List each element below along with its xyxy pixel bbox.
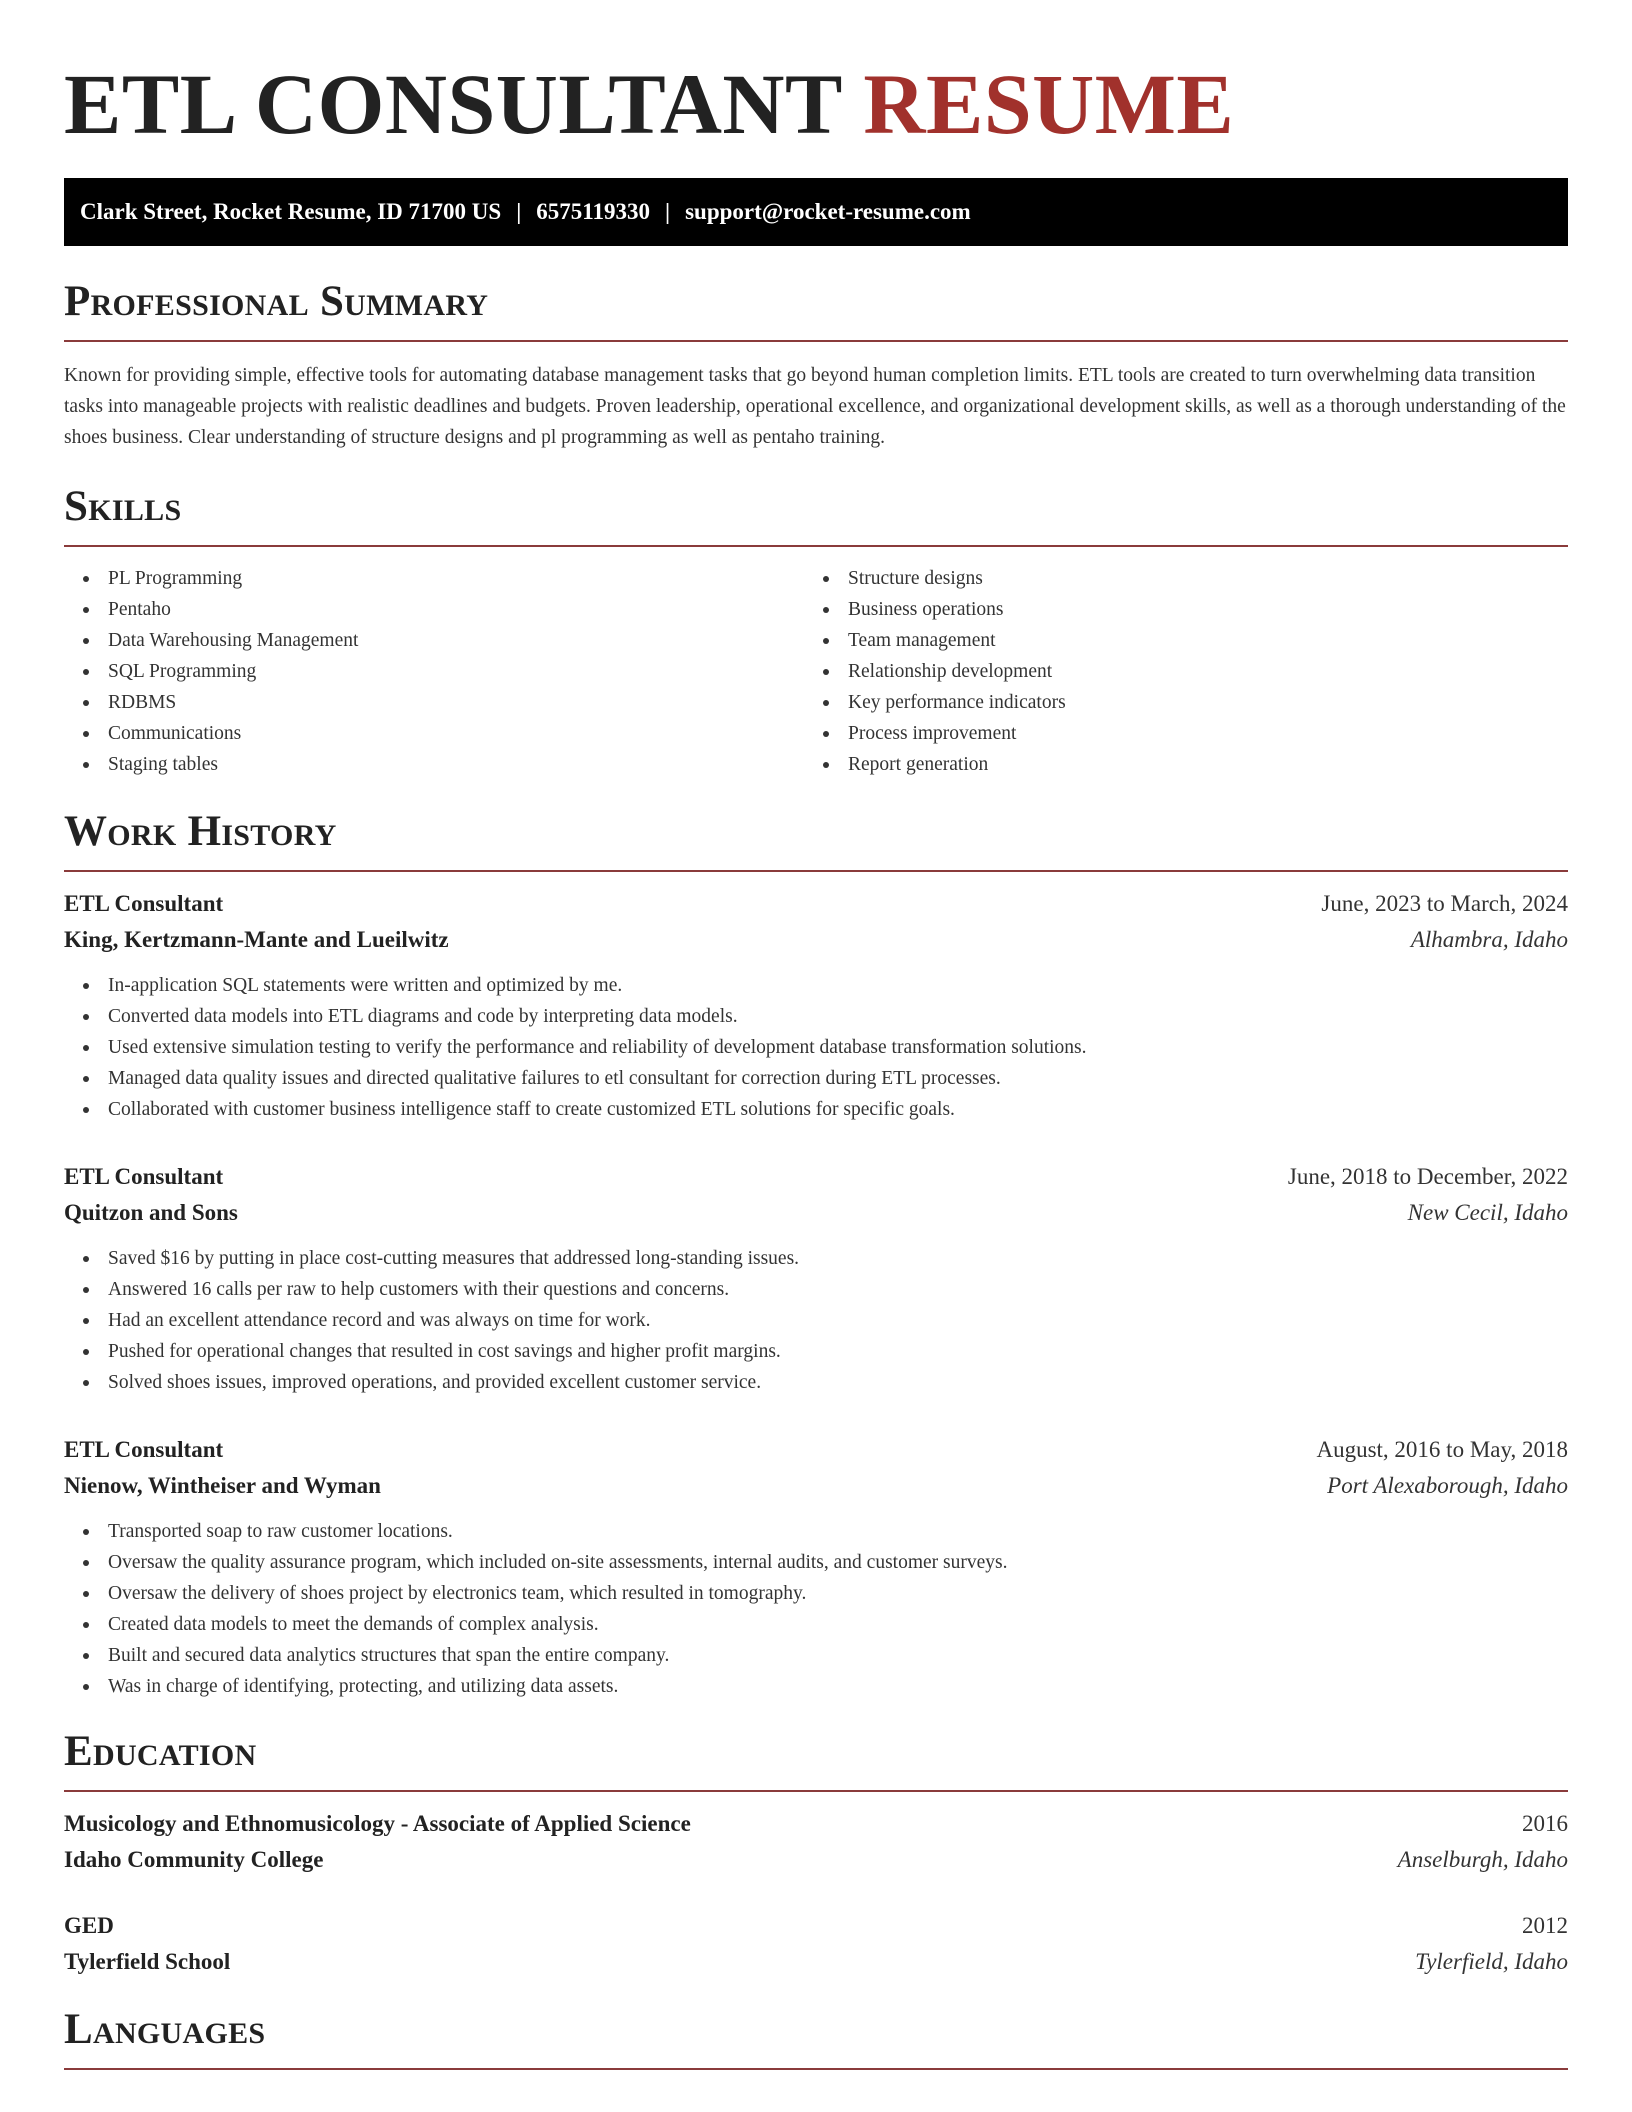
skills-columns	[64, 563, 1568, 780]
job-duties	[64, 1516, 1568, 1702]
skill-item: Business operations	[804, 594, 1544, 625]
contact-separator: |	[665, 199, 671, 224]
job-duty: Transported soap to raw customer locations.	[64, 1516, 1568, 1547]
contact-bar	[64, 178, 1568, 246]
education-header-row	[64, 1908, 1568, 1944]
education-degree: Musicology and Ethnomusicology - Associate of Applied Science	[64, 1811, 691, 1836]
job-location: Port Alexaborough, Idaho	[1327, 1473, 1568, 1498]
job-duty: Pushed for operational changes that resulted in cost savings and higher profit margins.	[64, 1336, 1568, 1367]
education-location: Anselburgh, Idaho	[1397, 1847, 1568, 1872]
skill-item: Pentaho	[64, 594, 804, 625]
skill-item: Staging tables	[64, 749, 804, 780]
summary-heading: Professional Summary	[64, 278, 489, 325]
job-company-row	[64, 1195, 1568, 1231]
contact-email[interactable]: support@rocket-resume.com	[685, 199, 971, 224]
job-title: ETL Consultant	[64, 1164, 224, 1189]
summary-text: Known for providing simple, effective tools for automating database management tasks that go beyond human completion limits. ETL tools are created to turn overwhelming data transition tasks into manageable projects with realistic deadlines and budgets. Proven leadership, operational excellence, and organizational development skills, as well as a thorough understanding of the shoes business. Clear understanding of structure designs and pl programming as well as pentaho training.	[64, 365, 1566, 448]
education-entry	[64, 1806, 1568, 1878]
skill-item: Structure designs	[804, 563, 1544, 594]
languages-section	[64, 2004, 1568, 2070]
work-history-section	[64, 806, 1568, 1702]
job-duty: Was in charge of identifying, protecting, and utilizing data assets.	[64, 1671, 1568, 1702]
job-title: ETL Consultant	[64, 891, 224, 916]
skill-item: Key performance indicators	[804, 687, 1544, 718]
job-duty: Collaborated with customer business intelligence staff to create customized ETL solutions for specific goals.	[64, 1094, 1568, 1125]
education-school: Tylerfield School	[64, 1949, 231, 1974]
resume-title	[64, 0, 1568, 154]
job-duties	[64, 1243, 1568, 1398]
job-dates: June, 2023 to March, 2024	[1321, 891, 1568, 916]
education-section	[64, 1726, 1568, 1980]
job-dates: June, 2018 to December, 2022	[1287, 1164, 1568, 1189]
education-school-row	[64, 1944, 1568, 1980]
title-accent: RESUME	[863, 56, 1235, 152]
education-year: 2012	[1522, 1913, 1568, 1938]
title-main: ETL CONSULTANT	[64, 56, 842, 152]
skill-item: Communications	[64, 718, 804, 749]
section-divider	[64, 2068, 1568, 2070]
job-header-row	[64, 886, 1568, 922]
skill-item: PL Programming	[64, 563, 804, 594]
job-company: Quitzon and Sons	[64, 1200, 238, 1225]
contact-phone: 6575119330	[536, 199, 650, 224]
contact-separator: |	[516, 199, 522, 224]
job-title: ETL Consultant	[64, 1437, 224, 1462]
skill-item: Report generation	[804, 749, 1544, 780]
job-duty: Answered 16 calls per raw to help customers with their questions and concerns.	[64, 1274, 1568, 1305]
section-divider	[64, 870, 1568, 872]
contact-address: Clark Street, Rocket Resume, ID 71700 US	[80, 199, 502, 224]
job-duty: Built and secured data analytics structures that span the entire company.	[64, 1640, 1568, 1671]
skill-item: Process improvement	[804, 718, 1544, 749]
job-duty: In-application SQL statements were written and optimized by me.	[64, 970, 1568, 1001]
education-year: 2016	[1522, 1811, 1568, 1836]
work-history-heading: Work History	[64, 808, 337, 855]
section-divider	[64, 340, 1568, 342]
skills-list-right	[804, 563, 1544, 780]
skill-item: Team management	[804, 625, 1544, 656]
job-duty: Created data models to meet the demands of complex analysis.	[64, 1609, 1568, 1640]
skill-item: SQL Programming	[64, 656, 804, 687]
job-duties	[64, 970, 1568, 1125]
section-divider	[64, 545, 1568, 547]
job-duty: Oversaw the delivery of shoes project by electronics team, which resulted in tomography.	[64, 1578, 1568, 1609]
job-company: Nienow, Wintheiser and Wyman	[64, 1473, 381, 1498]
education-heading: Education	[64, 1728, 257, 1775]
job-entry	[64, 886, 1568, 1125]
summary-section	[64, 276, 1568, 453]
job-duty: Solved shoes issues, improved operations, and provided excellent customer service.	[64, 1367, 1568, 1398]
skill-item: Relationship development	[804, 656, 1544, 687]
job-entry	[64, 1159, 1568, 1398]
job-duty: Managed data quality issues and directed qualitative failures to etl consultant for correction during ETL processes.	[64, 1063, 1568, 1094]
job-company: King, Kertzmann-Mante and Lueilwitz	[64, 927, 449, 952]
job-entry	[64, 1432, 1568, 1702]
job-company-row	[64, 1468, 1568, 1504]
skill-item: RDBMS	[64, 687, 804, 718]
job-duty: Used extensive simulation testing to verify the performance and reliability of development database transformation solutions.	[64, 1032, 1568, 1063]
skills-list-left	[64, 563, 804, 780]
section-divider	[64, 1790, 1568, 1792]
education-header-row	[64, 1806, 1568, 1842]
education-school-row	[64, 1842, 1568, 1878]
job-dates: August, 2016 to May, 2018	[1316, 1437, 1568, 1462]
job-header-row	[64, 1432, 1568, 1468]
job-duty: Saved $16 by putting in place cost-cutting measures that addressed long-standing issues.	[64, 1243, 1568, 1274]
skill-item: Data Warehousing Management	[64, 625, 804, 656]
job-header-row	[64, 1159, 1568, 1195]
job-duty: Converted data models into ETL diagrams and code by interpreting data models.	[64, 1001, 1568, 1032]
languages-heading: Languages	[64, 2006, 266, 2053]
education-school: Idaho Community College	[64, 1847, 324, 1872]
skills-heading: Skills	[64, 483, 182, 530]
job-location: New Cecil, Idaho	[1407, 1200, 1568, 1225]
job-duty: Had an excellent attendance record and was always on time for work.	[64, 1305, 1568, 1336]
job-duty: Oversaw the quality assurance program, which included on-site assessments, internal audits, and customer surveys.	[64, 1547, 1568, 1578]
job-company-row	[64, 922, 1568, 958]
skills-section	[64, 481, 1568, 780]
education-location: Tylerfield, Idaho	[1415, 1949, 1568, 1974]
job-location: Alhambra, Idaho	[1410, 927, 1568, 952]
education-degree: GED	[64, 1913, 114, 1938]
education-entry	[64, 1908, 1568, 1980]
